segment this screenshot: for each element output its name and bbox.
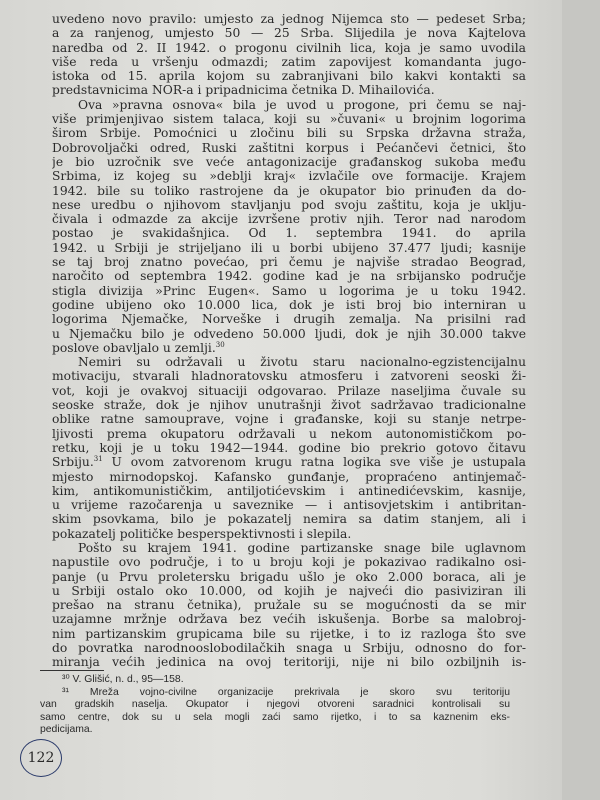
- text-line: [52, 226, 526, 240]
- text-line: [52, 427, 526, 441]
- text-line: [52, 598, 526, 612]
- text-line: [52, 341, 526, 355]
- text-line: [52, 155, 526, 169]
- text-line: [52, 69, 526, 83]
- text-line: [52, 269, 526, 283]
- line-text: u vrijeme razočarenja u saveznike — i antisovjetskim i antibritan-: [52, 498, 526, 513]
- text-line: [52, 627, 526, 641]
- text-line: [52, 498, 526, 512]
- text-line: [52, 541, 526, 555]
- text-line: [52, 12, 526, 26]
- line-text: u Srbiji ostalo oko 10.000, od kojih je najveći dio pasiviziran ili: [52, 583, 526, 598]
- text-line: [52, 41, 526, 55]
- text-line: [52, 470, 526, 484]
- line-text: u Njemačku bilo je odvedeno 50.000 ljudi, dok je njih 30.000 takve: [52, 326, 526, 341]
- line-text: Srbima, iz kojeg su »deblji kraj« izvlačile ove formacije. Krajem: [52, 169, 526, 184]
- text-line: [52, 441, 526, 455]
- line-text: 1942. bile su toliko rastrojene da je okupator bio prinuđen da do-: [52, 183, 526, 198]
- line-text: širom Srbije. Pomoćnici u zločinu bili su Srpska državna straža,: [52, 126, 526, 141]
- line-text: naročito od septembra 1942. godine kad je na srbijansko područje: [52, 269, 526, 284]
- line-text: naredba od 2. II 1942. o progonu civilnih lica, koja je samo uvodila: [52, 40, 526, 55]
- text-line: [52, 26, 526, 40]
- line-text: postao je svakidašnjica. Od 1. septembra 1941. do aprila: [52, 226, 526, 241]
- line-text: vot, koji je ovakvoj situaciji odgovarao. Prilaze naseljima čuvale su: [52, 383, 526, 398]
- text-line: [52, 355, 526, 369]
- text-line: [52, 398, 526, 412]
- page-number: 122: [20, 739, 62, 777]
- body-text: [52, 12, 526, 670]
- text-line: [52, 484, 526, 498]
- line-text: miranja većih jedinica na ovoj teritoriji, nije ni bilo ozbiljnih is-: [52, 655, 526, 670]
- text-line: [52, 112, 526, 126]
- text-line: [52, 212, 526, 226]
- text-line: [52, 55, 526, 69]
- footnote-line: ³¹ Mreža vojno-civilne organizacije prekrivala je skoro svu teritoriju: [62, 686, 510, 698]
- text-line: [52, 98, 526, 112]
- line-text: nese uredbu o njihovom stavljanju pod svoju zaštitu, koja je uklju-: [52, 197, 526, 212]
- line-text: predstavnicima NOR-a i pripadnicima četnika D. Mihailovića.: [52, 83, 435, 98]
- text-line: [52, 570, 526, 584]
- line-text: nim partizanskim grupicama bile su rijetke, i to iz razloga što sve: [52, 626, 526, 641]
- line-text: uvedeno novo pravilo: umjesto za jednog Nijemca sto — pedeset Srba;: [52, 12, 526, 26]
- text-line: [52, 284, 526, 298]
- line-text: logorima Njemačke, Norveške i drugih zemalja. Na prisilni rad: [52, 312, 526, 327]
- line-text: ljivosti prema okupatoru održavali u nekom autonomističkom po-: [52, 426, 526, 441]
- line-text: napustile ovo područje, i to u broju koji je pokazivao radikalno osi-: [52, 555, 526, 570]
- text-line: [52, 141, 526, 155]
- text-line: [52, 612, 526, 626]
- text-line: [52, 412, 526, 426]
- text-line: [52, 555, 526, 569]
- line-text: pokazatelj političke besperspektivnosti i slepila.: [52, 526, 352, 541]
- text-line: [52, 455, 526, 469]
- text-line: [52, 83, 526, 97]
- line-text: Pošto su krajem 1941. godine partizanske snage bile uglavnom: [78, 540, 526, 555]
- line-text: do povratka narodnooslobodilačkih snaga u Srbiju, odnosno do for-: [52, 641, 526, 656]
- text-line: [52, 198, 526, 212]
- line-text: mjesto mirnodopskoj. Kafansko gunđanje, propraćeno antinjemač-: [52, 469, 526, 484]
- line-text: kim, antikomunističkim, antiljotićevskim i antinedićevskim, kasnije,: [52, 483, 526, 498]
- line-text: je bio uzročnik sve veće antagonizacije građanskog sukoba među: [52, 154, 526, 169]
- line-text: skim psovkama, bilo je pokazatelj nemira sa datim stanjem, ali i: [52, 512, 526, 527]
- footnote-line: ³⁰ V. Glišić, n. d., 95—158.: [62, 674, 184, 685]
- footnote-line: van gradskih naselja. Okupator i njegovi otvoreni saradnici kontrolisali su: [40, 699, 510, 710]
- text-line: [52, 512, 526, 526]
- line-text: Ova »pravna osnova« bila je uvod u progone, pri čemu se naj-: [78, 97, 526, 112]
- footnote-rule: [40, 670, 104, 671]
- line-text: retku, koji je u toku 1942—1944. godine bio prekrio gotovo čitavu: [52, 440, 526, 455]
- line-text: poslove obavljalo u zemlji.: [52, 340, 216, 355]
- text-line: [52, 255, 526, 269]
- text-line: [52, 169, 526, 183]
- line-text: Nemiri su održavali u životu staru nacionalno-egzistencijalnu: [78, 355, 526, 370]
- line-text: panje (u Prvu proletersku brigadu ušlo je oko 2.000 boraca, ali je: [52, 569, 526, 584]
- line-text: čivala i odmazde za akcije izvršene protiv njih. Teror nad narodom: [52, 212, 526, 227]
- line-text: a za ranjenog, umjesto 50 — 25 Srba. Slijedila je nova Kajtelova: [52, 26, 526, 41]
- text-line: [52, 327, 526, 341]
- line-text: uzajamne mržnje održava bez većih iskušenja. Borbe sa malobroj-: [52, 612, 526, 627]
- line-text: više primjenjivao sistem talaca, koji su »čuvani« u brojnim logorima: [52, 112, 526, 127]
- line-text: Dobrovoljački odred, Ruski zaštitni korpus i Pećančevi četnici, što: [52, 140, 526, 155]
- footnote-ref: 31: [93, 455, 103, 464]
- line-text: više reda u vršenju odmazdi; zatim zapovijest komandanta jugo-: [52, 54, 526, 69]
- line-text: oblike ratne samouprave, vojne i građanske, koji su stanje netrpe-: [52, 412, 526, 427]
- line-text: U ovom zatvorenom krugu ratna logika sve više je ustupala: [102, 455, 526, 470]
- text-line: [52, 584, 526, 598]
- line-text: prešao na stranu četnika), pružale su se mogućnosti da se mir: [52, 598, 526, 613]
- footnote-line: samo centre, dok su u sela mogli zaći samo rijetko, i to sa kaznenim eks-: [40, 711, 510, 723]
- line-text: istoka od 15. aprila kojom su zabranjivani bilo kakvi kontakti sa: [52, 69, 526, 84]
- text-line: [52, 184, 526, 198]
- text-line: [52, 241, 526, 255]
- text-line: [52, 312, 526, 326]
- text-line: [52, 527, 526, 541]
- page-edge: [562, 0, 600, 800]
- text-line: [52, 384, 526, 398]
- text-line: [52, 369, 526, 383]
- line-text: stigla divizija »Princ Eugen«. Samo u logorima je u toku 1942.: [52, 283, 526, 298]
- line-text: 1942. u Srbiji je strijeljano ili u borbi ubijeno 37.477 ljudi; kasnije: [52, 240, 526, 255]
- text-line: [52, 641, 526, 655]
- line-text: se taj broj znatno povećao, pri čemu je najviše stradao Beograd,: [52, 255, 526, 270]
- line-text: godine ubijeno oko 10.000 lica, dok je isti broj bio interniran u: [52, 297, 526, 312]
- line-text: Srbiju.: [52, 455, 94, 470]
- text-line: [52, 298, 526, 312]
- line-text: seoske straže, dok je njihov unutrašnji život sadržavao tradicionalne: [52, 398, 526, 413]
- footnote-line: pedicijama.: [40, 724, 93, 735]
- line-text: motivaciju, stvarali hladnoratovsku atmosferu i zatvoreni seoski ži-: [52, 369, 526, 384]
- text-line: [52, 655, 526, 669]
- text-line: [52, 126, 526, 140]
- footnote-ref: 30: [215, 340, 225, 349]
- footnotes: [40, 674, 510, 737]
